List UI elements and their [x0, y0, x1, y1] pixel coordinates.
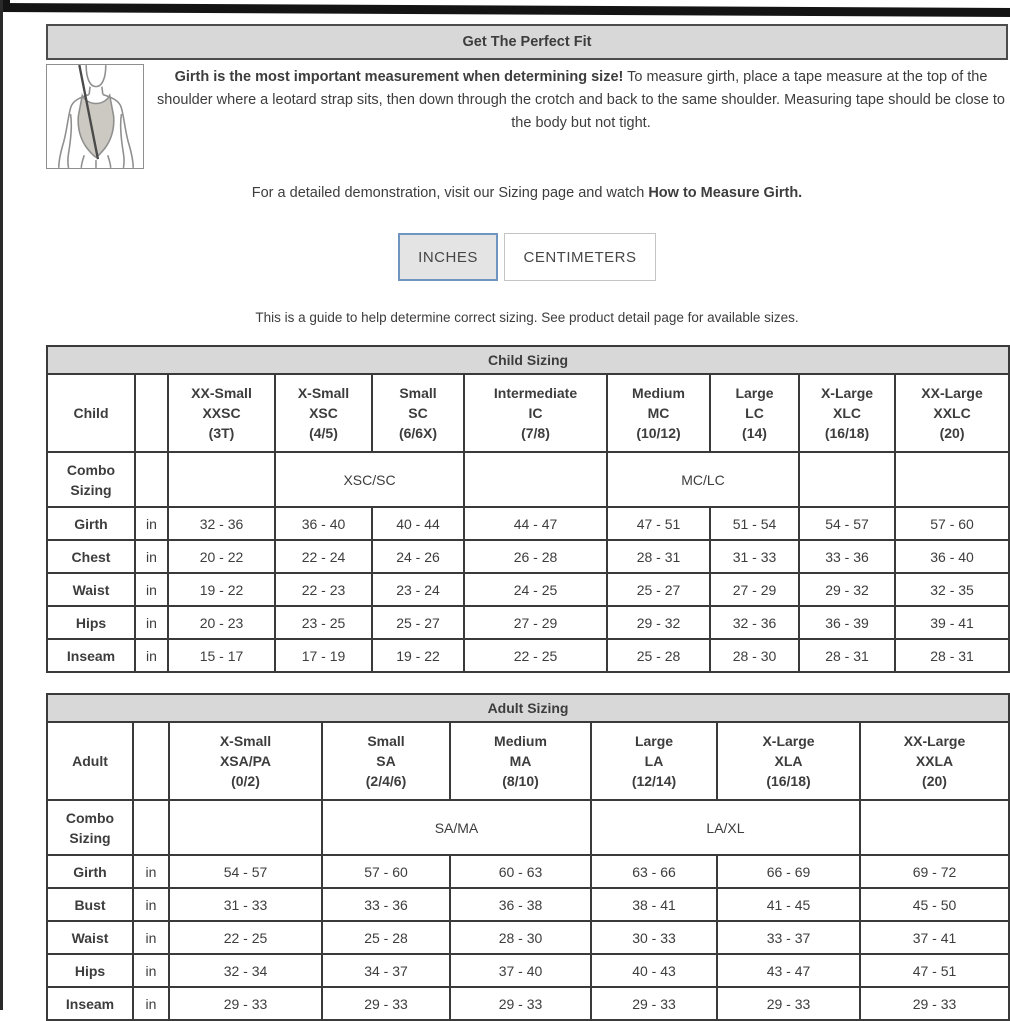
measurement-cell: 36 - 40	[275, 507, 372, 540]
demo-line-bold: How to Measure Girth.	[648, 185, 803, 201]
measurement-cell: 29 - 33	[591, 987, 717, 1020]
unit-cell: in	[135, 606, 168, 639]
inches-button[interactable]: INCHES	[398, 233, 498, 281]
measurement-cell: 38 - 41	[591, 888, 717, 921]
table-row	[47, 452, 1009, 507]
demo-line-prefix: For a detailed demonstration, visit our Sizing page and watch	[251, 185, 649, 201]
combo-sizing-label: Combo Sizing	[47, 800, 133, 855]
empty-cell	[895, 452, 1009, 507]
measurement-cell: 32 - 36	[168, 507, 275, 540]
measurement-cell: 28 - 30	[710, 639, 799, 672]
size-header-x-small: X-Small XSA/PA (0/2)	[169, 722, 322, 800]
measurement-cell: 27 - 29	[710, 573, 799, 606]
empty-cell	[168, 452, 275, 507]
unit-cell: in	[135, 540, 168, 573]
measurement-cell: 22 - 25	[464, 639, 607, 672]
measurement-cell: 25 - 27	[372, 606, 464, 639]
adult-table-title: Adult Sizing	[47, 694, 1009, 722]
table-row	[47, 639, 1009, 672]
measure-label: Girth	[47, 855, 133, 888]
measurement-cell: 44 - 47	[464, 507, 607, 540]
table-row	[47, 800, 1009, 855]
combo-sizing-label: Combo Sizing	[47, 452, 135, 507]
measurement-cell: 51 - 54	[710, 507, 799, 540]
measurement-cell: 41 - 45	[717, 888, 860, 921]
measurement-cell: 22 - 24	[275, 540, 372, 573]
measure-label: Hips	[47, 606, 135, 639]
girth-instructions-bold: Girth is the most important measurement when determining size!	[174, 69, 624, 85]
measurement-cell: 20 - 23	[168, 606, 275, 639]
adult-sizing-table	[46, 693, 1010, 1021]
page-title: Get The Perfect Fit	[46, 24, 1008, 60]
size-header-x-large: X-Large XLA (16/18)	[717, 722, 860, 800]
measurement-cell: 25 - 27	[607, 573, 710, 606]
measurement-cell: 29 - 32	[799, 573, 895, 606]
empty-cell	[133, 800, 169, 855]
measurement-cell: 29 - 33	[169, 987, 322, 1020]
table-row	[47, 987, 1009, 1020]
size-header-x-small: X-Small XSC (4/5)	[275, 374, 372, 452]
unit-cell: in	[133, 987, 169, 1020]
size-header-medium: Medium MC (10/12)	[607, 374, 710, 452]
measurement-cell: 47 - 51	[860, 954, 1009, 987]
measurement-cell: 36 - 40	[895, 540, 1009, 573]
measurement-cell: 32 - 34	[169, 954, 322, 987]
size-header-large: Large LA (12/14)	[591, 722, 717, 800]
size-header-xx-small: XX-Small XXSC (3T)	[168, 374, 275, 452]
unit-toggle	[46, 233, 1008, 281]
measurement-cell: 28 - 30	[450, 921, 591, 954]
measurement-cell: 25 - 28	[322, 921, 450, 954]
unit-cell: in	[133, 921, 169, 954]
measurement-cell: 15 - 17	[168, 639, 275, 672]
combo-cell-la-xl: LA/XL	[591, 800, 860, 855]
measurement-cell: 37 - 41	[860, 921, 1009, 954]
table-row	[47, 374, 1009, 452]
unit-cell: in	[133, 855, 169, 888]
measurement-cell: 27 - 29	[464, 606, 607, 639]
child-sizing-table	[46, 345, 1010, 673]
empty-cell	[169, 800, 322, 855]
measure-label: Inseam	[47, 639, 135, 672]
measurement-cell: 47 - 51	[607, 507, 710, 540]
measurement-cell: 45 - 50	[860, 888, 1009, 921]
measurement-cell: 54 - 57	[169, 855, 322, 888]
empty-cell	[135, 374, 168, 452]
size-header-small: Small SA (2/4/6)	[322, 722, 450, 800]
measurement-cell: 31 - 33	[169, 888, 322, 921]
empty-cell	[860, 800, 1009, 855]
measure-label: Hips	[47, 954, 133, 987]
measurement-cell: 28 - 31	[895, 639, 1009, 672]
girth-instructions	[154, 66, 1008, 169]
sizing-guide-note: This is a guide to help determine correct sizing. See product detail page for available sizes.	[255, 310, 799, 325]
measurement-cell: 22 - 23	[275, 573, 372, 606]
measurement-cell: 30 - 33	[591, 921, 717, 954]
table-row	[47, 606, 1009, 639]
empty-cell	[133, 722, 169, 800]
measurement-cell: 26 - 28	[464, 540, 607, 573]
measurement-cell: 24 - 25	[464, 573, 607, 606]
measurement-cell: 32 - 35	[895, 573, 1009, 606]
combo-cell-mc-lc: MC/LC	[607, 452, 799, 507]
child-table-label: Child	[47, 374, 135, 452]
measurement-cell: 40 - 44	[372, 507, 464, 540]
measurement-cell: 24 - 26	[372, 540, 464, 573]
measure-label: Waist	[47, 921, 133, 954]
measurement-cell: 17 - 19	[275, 639, 372, 672]
measurement-cell: 60 - 63	[450, 855, 591, 888]
measurement-cell: 36 - 38	[450, 888, 591, 921]
combo-cell-sa-ma: SA/MA	[322, 800, 591, 855]
unit-cell: in	[135, 507, 168, 540]
demo-line	[46, 185, 1008, 201]
measurement-cell: 23 - 24	[372, 573, 464, 606]
measurement-cell: 19 - 22	[168, 573, 275, 606]
measurement-cell: 34 - 37	[322, 954, 450, 987]
measure-label: Chest	[47, 540, 135, 573]
table-row	[47, 954, 1009, 987]
measure-label: Inseam	[47, 987, 133, 1020]
table-row	[47, 540, 1009, 573]
adult-table-label: Adult	[47, 722, 133, 800]
leotard-girth-diagram-icon	[46, 64, 144, 169]
measurement-cell: 29 - 33	[717, 987, 860, 1020]
girth-intro-section	[46, 64, 1008, 169]
centimeters-button[interactable]: CENTIMETERS	[504, 233, 656, 281]
measure-label: Girth	[47, 507, 135, 540]
measurement-cell: 57 - 60	[322, 855, 450, 888]
measurement-cell: 36 - 39	[799, 606, 895, 639]
measurement-cell: 28 - 31	[607, 540, 710, 573]
measurement-cell: 69 - 72	[860, 855, 1009, 888]
combo-cell-xsc-sc: XSC/SC	[275, 452, 464, 507]
size-header-xx-large: XX-Large XXLA (20)	[860, 722, 1009, 800]
unit-cell: in	[133, 954, 169, 987]
measurement-cell: 25 - 28	[607, 639, 710, 672]
size-header-medium: Medium MA (8/10)	[450, 722, 591, 800]
measurement-cell: 33 - 36	[799, 540, 895, 573]
measurement-cell: 33 - 36	[322, 888, 450, 921]
size-header-xx-large: XX-Large XXLC (20)	[895, 374, 1009, 452]
measurement-cell: 23 - 25	[275, 606, 372, 639]
measurement-cell: 66 - 69	[717, 855, 860, 888]
measurement-cell: 63 - 66	[591, 855, 717, 888]
size-chart-page	[46, 24, 1008, 1021]
measurement-cell: 43 - 47	[717, 954, 860, 987]
measure-label: Bust	[47, 888, 133, 921]
child-table-title: Child Sizing	[47, 346, 1009, 374]
measurement-cell: 28 - 31	[799, 639, 895, 672]
table-row	[47, 573, 1009, 606]
table-row	[47, 346, 1009, 374]
measurement-cell: 22 - 25	[169, 921, 322, 954]
size-header-x-large: X-Large XLC (16/18)	[799, 374, 895, 452]
measurement-cell: 37 - 40	[450, 954, 591, 987]
table-row	[47, 921, 1009, 954]
measurement-cell: 32 - 36	[710, 606, 799, 639]
empty-cell	[135, 452, 168, 507]
table-row	[47, 855, 1009, 888]
table-row	[47, 694, 1009, 722]
measurement-cell: 29 - 32	[607, 606, 710, 639]
size-header-intermediate: Intermediate IC (7/8)	[464, 374, 607, 452]
empty-cell	[464, 452, 607, 507]
unit-cell: in	[135, 639, 168, 672]
page-left-border	[0, 0, 3, 1010]
measurement-cell: 31 - 33	[710, 540, 799, 573]
measurement-cell: 57 - 60	[895, 507, 1009, 540]
page-top-border	[0, 3, 1010, 17]
size-header-small: Small SC (6/6X)	[372, 374, 464, 452]
measurement-cell: 19 - 22	[372, 639, 464, 672]
measurement-cell: 54 - 57	[799, 507, 895, 540]
size-header-large: Large LC (14)	[710, 374, 799, 452]
measurement-cell: 29 - 33	[860, 987, 1009, 1020]
girth-instructions-rest: To measure girth, place a tape measure at the top of the shoulder where a leotard strap sits, then down through the crotch and back to the same shoulder. Measuring tape should be close to the body but not tight.	[157, 69, 1005, 131]
measurement-cell: 20 - 22	[168, 540, 275, 573]
measurement-cell: 29 - 33	[450, 987, 591, 1020]
measure-label: Waist	[47, 573, 135, 606]
measurement-cell: 40 - 43	[591, 954, 717, 987]
table-row	[47, 507, 1009, 540]
measurement-cell: 29 - 33	[322, 987, 450, 1020]
empty-cell	[799, 452, 895, 507]
table-row	[47, 722, 1009, 800]
measurement-cell: 33 - 37	[717, 921, 860, 954]
unit-cell: in	[135, 573, 168, 606]
measurement-cell: 39 - 41	[895, 606, 1009, 639]
unit-cell: in	[133, 888, 169, 921]
table-row	[47, 888, 1009, 921]
